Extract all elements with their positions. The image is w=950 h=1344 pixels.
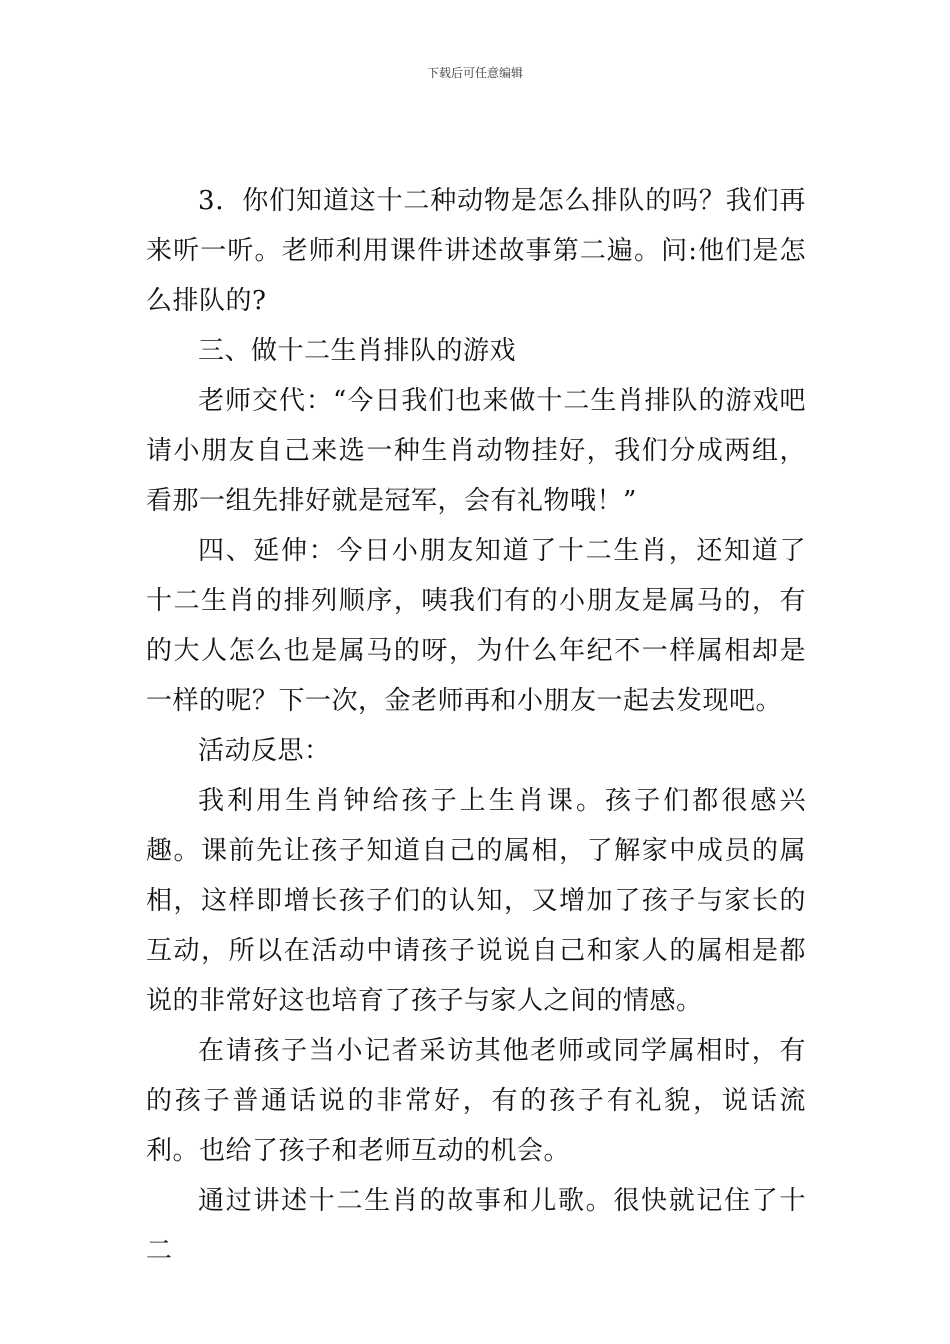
paragraph-6: 我利用生肖钟给孩子上生肖课。孩子们都很感兴趣。课前先让孩子知道自己的属相，了解家中成员的属相，这样即增长孩子们的认知，又增加了孩子与家长的互动，所以在活动中请孩子说说自己和家人的属相是都说的非常好这也培育了孩子与家人之间的情感。	[146, 786, 806, 1016]
paragraph-3: 老师交代：“今日我们也来做十二生肖排队的游戏吧请小朋友自己来选一种生肖动物挂好，我们分成两组，看那一组先排好就是冠军，会有礼物哦！”	[146, 386, 806, 516]
paragraph-1: 3．你们知道这十二种动物是怎么排队的吗？我们再来听一听。老师利用课件讲述故事第二遍。问:他们是怎么排队的?	[146, 186, 806, 316]
paragraph-7: 在请孩子当小记者采访其他老师或同学属相时，有的孩子普通话说的非常好，有的孩子有礼貌，说话流利。也给了孩子和老师互动的机会。	[146, 1036, 806, 1166]
paragraph-8: 通过讲述十二生肖的故事和儿歌。很快就记住了十二	[146, 1186, 806, 1266]
page-header: 下载后可任意编辑	[426, 66, 523, 80]
document-body	[146, 176, 806, 1276]
paragraph-4: 四、延伸：今日小朋友知道了十二生肖，还知道了十二生肖的排列顺序，咦我们有的小朋友是属马的，有的大人怎么也是属马的呀，为什么年纪不一样属相却是一样的呢？下一次，金老师再和小朋友一起去发现吧。	[146, 536, 806, 716]
paragraph-2: 三、做十二生肖排队的游戏	[198, 336, 517, 366]
paragraph-5: 活动反思：	[198, 736, 331, 766]
